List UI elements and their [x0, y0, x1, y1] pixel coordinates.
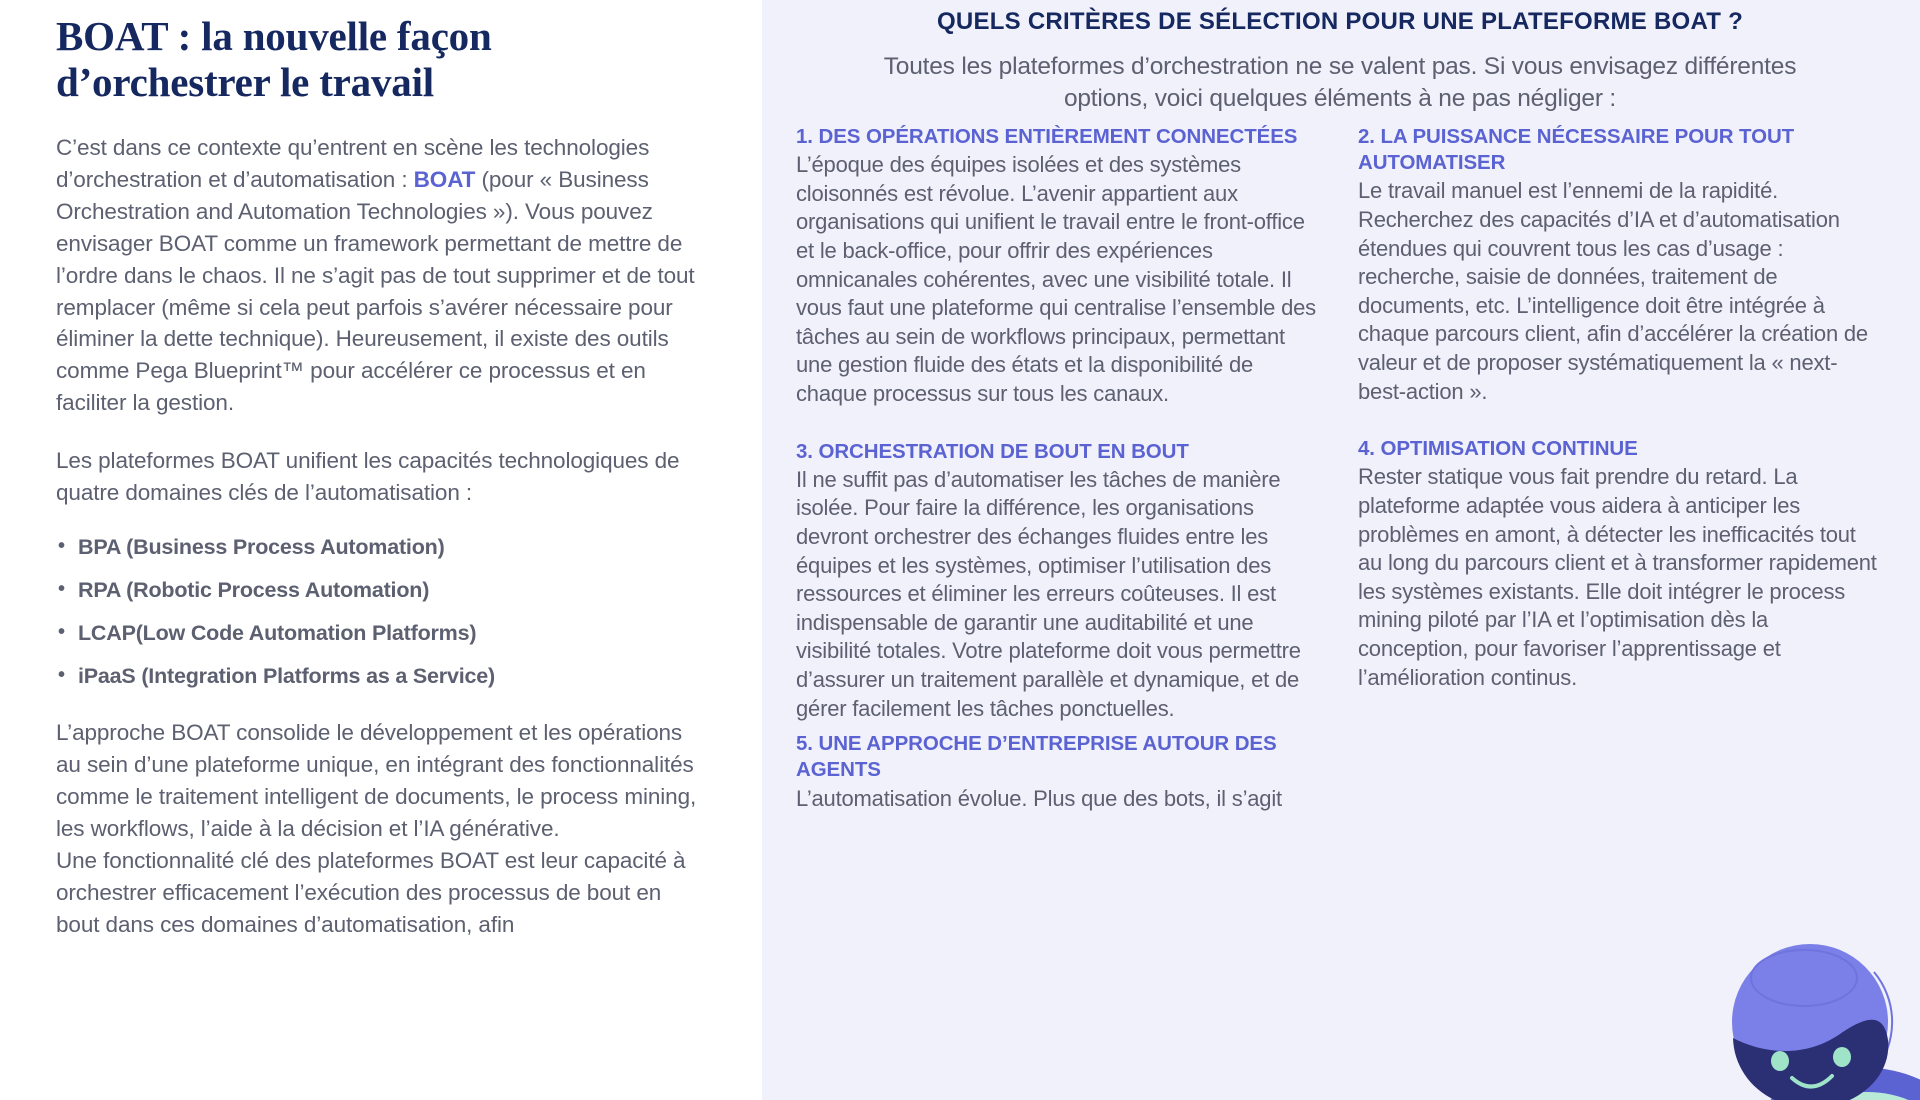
criteria-item-4-body: Rester statique vous fait prendre du retard. La plateforme adaptée vous aidera à anticiper les problèmes en amont, à détecter les inefficacités tout au long du parcours client et à transformer rapidement les systèmes existants. Elle doit intégrer le process mining piloté par l’IA et l’optimisation dès la conception, pour favoriser l’apprentissage et l’amélioration continus.	[1358, 464, 1877, 690]
criteria-item-1	[796, 124, 1322, 409]
automation-domains-list	[56, 535, 700, 689]
criteria-column-right	[1358, 124, 1884, 700]
robot-mascot-icon	[1708, 930, 1920, 1100]
criteria-item-3	[796, 439, 1322, 724]
list-item-ipaas: • iPaaS (Integration Platforms as a Service)	[56, 664, 700, 690]
intro-paragraph-part2: (pour « Business Orchestration and Automation Technologies »). Vous pouvez envisager BOAT comme un framework permettant de mettre de l’ordre dans le chaos. Il ne s’agit pas de tout supprimer et de tout remplacer (même si cela peut parfois s’avérer nécessaire pour éliminer la dette technique). Heureusement, il existe des outils comme Pega Blueprint™ pour accélérer ce processus et en faciliter la gestion.	[56, 166, 695, 416]
criteria-sidebar	[762, 0, 1920, 1100]
criteria-item-5-title: 5. UNE APPROCHE D’ENTREPRISE AUTOUR DES AGENTS	[796, 732, 1277, 782]
criteria-intro-text: Toutes les plateformes d’orchestration ne se valent pas. Si vous envisagez différentes options, voici quelques éléments à ne pas négliger :	[883, 52, 1797, 113]
orchestration-paragraph: Une fonctionnalité clé des plateformes BOAT est leur capacité à orchestrer efficacement l’exécution des processus de bout en bout dans ces domaines d’automatisation, afin	[56, 848, 686, 937]
criteria-item-3-body: Il ne suffit pas d’automatiser les tâches de manière isolée. Pour faire la différence, les organisations devront orchestrer des échanges fluides entre les équipes et les systèmes, optimiser l’utilisation des ressources et éliminer les erreurs coûteuses. Il est indispensable de garantir une auditabilité et une visibilité totales. Votre plateforme doit vous permettre d’assurer un traitement parallèle et dynamique, et de gérer facilement les tâches ponctuelles.	[796, 466, 1301, 721]
page-title: BOAT : la nouvelle façon d’orchestrer le travail	[56, 13, 492, 105]
criteria-item-5	[796, 731, 1322, 813]
domains-intro-paragraph: Les plateformes BOAT unifient les capacités technologiques de quatre domaines clés de l’automatisation :	[56, 448, 680, 506]
criteria-item-2-title: 2. LA PUISSANCE NÉCESSAIRE POUR TOUT AUTOMATISER	[1358, 124, 1795, 175]
criteria-item-3-title: 3. ORCHESTRATION DE BOUT EN BOUT	[796, 439, 1189, 463]
list-item-lcap: • LCAP(Low Code Automation Platforms)	[56, 621, 700, 647]
intro-paragraph-part1: C’est dans ce contexte qu’entrent en scène les technologies d’orchestration et d’automatisation :	[56, 134, 650, 192]
criteria-item-2	[1358, 124, 1884, 406]
list-item-rpa: • RPA (Robotic Process Automation)	[56, 578, 700, 604]
left-article-column	[0, 0, 762, 1100]
criteria-column-left	[796, 124, 1322, 821]
criteria-grid	[796, 124, 1884, 821]
list-item-bpa: • BPA (Business Process Automation)	[56, 535, 700, 561]
intro-paragraph	[56, 132, 700, 419]
boat-brand-term: BOAT	[413, 166, 476, 192]
criteria-item-1-title: 1. DES OPÉRATIONS ENTIÈREMENT CONNECTÉES	[796, 124, 1298, 148]
criteria-item-4-title: 4. OPTIMISATION CONTINUE	[1358, 437, 1638, 461]
criteria-heading: QUELS CRITÈRES DE SÉLECTION POUR UNE PLATEFORME BOAT ?	[937, 8, 1743, 35]
consolidation-paragraph: L’approche BOAT consolide le développement et les opérations au sein d’une plateforme unique, en intégrant des fonctionnalités comme le traitement intelligent de documents, le process mining, les workflows, l’aide à la décision et l’IA générative.	[56, 720, 697, 842]
criteria-item-4	[1358, 436, 1884, 692]
criteria-item-1-body: L’époque des équipes isolées et des systèmes cloisonnés est révolue. L’avenir appartient aux organisations qui unifient le travail entre le front-office et le back-office, pour offrir des expériences omnicanales cohérentes, avec une visibilité totale. Il vous faut une plateforme qui centralise l’ensemble des tâches au sein de workflows principaux, permettant une gestion fluide des états et la disponibilité de chaque processus sur tous les canaux.	[796, 152, 1316, 406]
criteria-item-2-body: Le travail manuel est l’ennemi de la rapidité. Recherchez des capacités d’IA et d’automatisation étendues qui couvrent tous les cas d’usage : recherche, saisie de données, traitement de documents, etc. L’intelligence doit être intégrée à chaque parcours client, afin d’accélérer la création de valeur et de proposer systématiquement la « next-best-action ».	[1358, 178, 1868, 404]
criteria-item-5-body: L’automatisation évolue. Plus que des bots, il s’agit	[796, 785, 1282, 811]
